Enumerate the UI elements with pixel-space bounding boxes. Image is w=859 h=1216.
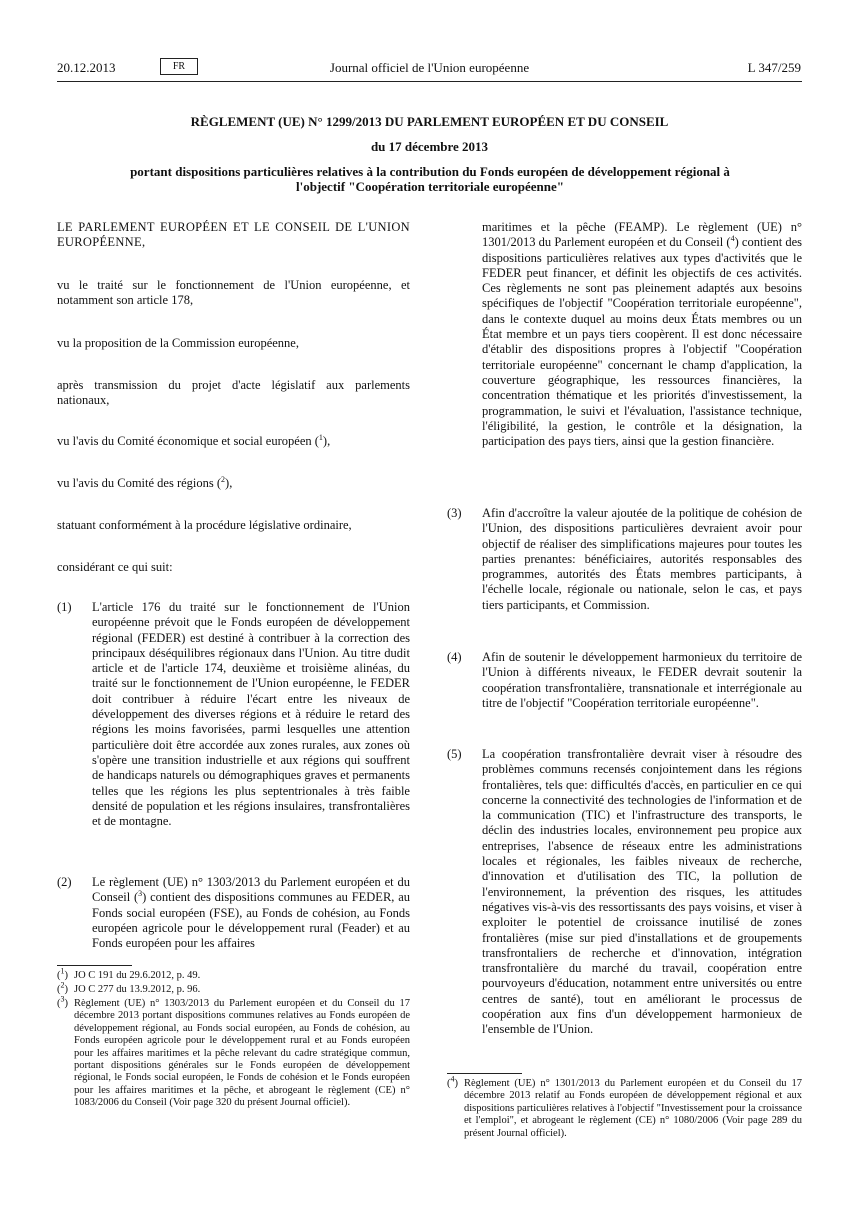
citation-cor: vu l'avis du Comité des régions ($^2$), [57,474,233,490]
recital-text: Le règlement (UE) n° 1303/2013 du Parlement européen et du Conseil ($^3$) contient des dispositions communes au FEDER, au Fonds social européen (FSE), au Fonds de cohésion, au Fonds européen agricole pour le développement rural (Feader) et au Fonds européen pour les affaires [92,875,410,951]
footnote-ref-3[interactable]: 3 [138,889,143,899]
header-rule [57,81,802,82]
recital-number: (1) [57,600,72,614]
recital-number: (4) [447,650,462,664]
citation-eesc: vu l'avis du Comité économique et social européen ($^1$), [57,432,331,448]
recital-number: (2) [57,875,72,889]
right-column [447,220,802,1070]
publication-date: 20.12.2013 [57,60,116,75]
recital-number: (3) [447,506,462,520]
regulation-subject: portant dispositions particulières relatives à la contribution du Fonds européen de développement régional à l'objectif "Coopération territoriale européenne" [130,164,730,194]
citation-transmission: après transmission du projet d'acte législatif aux parlements nationaux, [57,378,410,408]
recital-text: Afin d'accroître la valeur ajoutée de la politique de cohésion de l'Union, des dispositions particulières devraient avoir pour objectif de réaliser des simplifications majeures pour toutes les parties prenantes: bénéficiaires, autorités responsables des programmes, autorités des États membres participants, à l'échelle locale, régionale ou nationale, selon le cas, et pays tiers participants, et Commission. [482,506,802,612]
page-reference: L 347/259 [747,60,801,75]
recital-number: (5) [447,747,462,761]
footnote-rule [447,1073,522,1074]
citation-proposal: vu la proposition de la Commission européenne, [57,336,299,350]
footnote-ref-1[interactable]: 1 [318,432,323,442]
footnote-rule [57,965,132,966]
document-page: 20.12.2013 FR Journal officiel de l'Union européenne L 347/259 RÈGLEMENT (UE) N° 1299/2013 DU PARLEMENT EUROPÉEN ET DU CONSEIL du 17 décembre 2013 portant dispositions particulières relatives à la contribution du Fonds européen de développement régional à l'objectif "Coopération territoriale européenne" LE PARLEMENT EUROPÉEN ET LE CONSEIL DE L'UNION EUROPÉENNE, vu le traité sur le fonctionnement de l'Union européenne, et notamment son article 178, vu la proposition de la Commission européenne, après transmission du projet d'acte législatif aux parlements nationaux, vu l'avis du Comité économique et social européen ($^1$), vu l'avis du Comité des régions ($^2$), statuant conformément à la procédure législative ordinaire, considérant ce qui suit: (1) L'article 176 du traité sur le fonctionnement de l'Union européenne prévoit que le Fonds européen de développement régional (FEDER) est destiné à contribuer à la correction des principaux déséquilibres régionaux dans l'Union. Au titre dudit article et de l'article 174, deuxième et troisième alinéas, du traité sur le fonctionnement de l'Union européenne, le FEDER doit contribuer à réduire l'écart entre les niveaux de développement des diverses régions et à réduire le retard des régions les moins favorisées, parmi lesquelles une attention particulière doit être accordée aux zones rurales, aux zones où s'opère une transition industrielle et aux régions qui souffrent de handicaps naturels ou démographiques graves et permanents telles que les régions les plus septentrionales à très faible densité de population et les régions insulaires, transfrontalières et de montagne. (2) Le règlement (UE) n° 1303/2013 du Parlement européen et du Conseil ($^3$) contient des dispositions communes au FEDER, au Fonds social européen (FSE), au Fonds de cohésion, au Fonds européen agricole pour le développement rural (Feader) et au Fonds européen pour les affaires ($^1$) JO C 191 du 29.6.2012, p. 49. ($^2$) JO C 277 du 13.9.2012, p. 96. ($^3$) Règlement (UE) n° 1303/2013 du Parlement européen et du Conseil du 17 décembre 2013 portant dispositions communes relatives au Fonds européen de développement régional, au Fonds social européen, au Fonds de cohésion, au Fonds européen agricole pour le développement rural et au Fonds européen pour les affaires maritimes et la pêche relevant du cadre stratégique commun, portant dispositions générales sur le Fonds européen de développement régional, le Fonds social européen, le Fonds de cohésion et le Fonds européen pour les affaires maritimes et la pêche, et abrogeant le règlement (CE) n° 1083/2006 du Conseil (Voir page 320 du présent Journal officiel). maritimes et la pêche (FEAMP). Le règlement (UE) n° 1301/2013 du Parlement européen et du Conseil ($^4$) contient des dispositions particulières relatives aux types d'activités que le FEDER peut financer, et définit les objectifs de ces activités. Ces règlements ne sont pas pleinement adaptés aux besoins spécifiques de l'objectif "Coopération territoriale européenne", dans le contexte duquel au moins deux États membres ou un État membre et un pays tiers coopèrent. Il est donc nécessaire d'établir des dispositions propres à l'objectif "Coopération territoriale européenne" concernant le champ d'application, la couverture géographique, les ressources financières, la concentration thématique et les priorités d'investissement, la programmation, le suivi et l'évaluation, l'assistance technique, l'éligibilité, la gestion, le contrôle et la désignation, la participation des pays tiers, ainsi que la gestion financière. (3) Afin d'accroître la valeur ajoutée de la politique de cohésion de l'Union, des dispositions particulières devraient avoir pour objectif de réaliser des simplifications majeures pour toutes les parties prenantes: bénéficiaires, autorités responsables des programmes, autorités des États membres participants, à l'échelle locale, régionale ou nationale, selon le cas, et pays tiers participants, et Commission. (4) Afin de soutenir le développement harmonieux du territoire de l'Union à différents niveaux, le FEDER devrait soutenir la coopération transfrontalière, transnationale et interrégionale au titre de l'objectif "Coopération territoriale européenne". (5) La coopération transfrontalière devrait viser à résoudre des problèmes communs recensés conjointement dans les régions frontalières, tels que: difficultés d'accès, en particulier en ce qui concerne la connectivité des technologies de l'information et de la communication (TIC) et l'infrastructure des transports, le déclin des industries locales, environnement peu propice aux entreprises, l'absence de réseaux entre les administrations locales et régionales, les faibles niveaux de recherche, d'innovation et d'utilisation des TIC, la pollution de l'environnement, la prévention des risques, les attitudes négatives vis-à-vis des ressortissants des pays voisins, et viser à exploiter le potentiel de croissance inutilisé de zones frontalières (mise sur pied d'installations et de groupements transfrontaliers de recherche et d'innovation, intégration transfrontalière du marché du travail, coopération entre pourvoyeurs d'éducation, notamment entre universités ou entre centres de santé), tout en améliorant le processus de coopération aux fins d'un développement harmonieux de l'ensemble de l'Union. ($^4$) Règlement (UE) n° 1301/2013 du Parlement européen et du Conseil du 17 décembre 2013 relatif au Fonds européen de développement régional et aux dispositions particulières relatives à l'objectif "Investissement pour la croissance et l'emploi", et abrogeant le règlement (CE) n° 1080/2006 (Voir page 289 du présent Journal officiel). [0,0,859,1216]
recital-text: L'article 176 du traité sur le fonctionnement de l'Union européenne prévoit que le Fonds européen de développement régional (FEDER) est destiné à contribuer à la correction des principaux déséquilibres régionaux dans l'Union. Au titre dudit article et de l'article 174, deuxième et troisième alinéas, du traité sur le fonctionnement de l'Union européenne, le FEDER doit contribuer à réduire l'écart entre les niveaux de développement des diverses régions et à réduire le retard des régions les moins favorisées, parmi lesquelles une attention particulière doit être accordée aux zones rurales, aux zones où s'opère une transition industrielle et aux régions qui souffrent de handicaps naturels ou démographiques graves et permanents telles que les régions les plus septentrionales à très faible densité de population et les régions insulaires, transfrontalières et de montagne. [92,600,410,829]
left-column [57,220,410,960]
citation-treaty: vu le traité sur le fonctionnement de l'Union européenne, et notamment son article 178, [57,278,410,308]
preamble-parties: LE PARLEMENT EUROPÉEN ET LE CONSEIL DE L'UNION EUROPÉENNE, [57,220,410,250]
journal-name: Journal officiel de l'Union européenne [329,60,530,75]
recital-text: Afin de soutenir le développement harmonieux du territoire de l'Union à différents niveaux, le FEDER devrait soutenir la coopération transfrontalière, transnationale et interrégionale au titre de l'objectif "Coopération territoriale européenne". [482,650,802,710]
language-badge: FR [160,58,198,75]
regulation-title: RÈGLEMENT (UE) N° 1299/2013 DU PARLEMENT EUROPÉEN ET DU CONSEIL [190,114,669,129]
recital-2-continued: maritimes et la pêche (FEAMP). Le règlement (UE) n° 1301/2013 du Parlement européen et du Conseil ($^4$) contient des dispositions particulières relatives aux types d'activités que le FEDER peut financer, et définit les objectifs de ces activités. Ces règlements ne sont pas pleinement adaptés aux besoins spécifiques de l'objectif "Coopération territoriale européenne", dans le contexte duquel au moins deux États membres ou un État membre et un pays tiers coopèrent. Il est donc nécessaire d'établir des dispositions propres à l'objectif "Coopération territoriale européenne" concernant le champ d'application, la couverture géographique, les ressources financières, la concentration thématique et les priorités d'investissement, la programmation, le suivi et l'évaluation, l'assistance technique, l'éligibilité, la gestion, le contrôle et la désignation, la participation des pays tiers, ainsi que la gestion financière. [482,220,802,449]
whereas-intro: considérant ce qui suit: [57,560,173,574]
recital-text: La coopération transfrontalière devrait viser à résoudre des problèmes communs recensés conjointement dans les régions frontalières, tels que: difficultés d'accès, en particulier en ce qui concerne la connectivité des technologies de l'information et de la communication (TIC) et l'infrastructure des transports, le déclin des industries locales, environnement peu propice aux entreprises, l'absence de réseaux entre les administrations locales et régionales, les faibles niveaux de recherche, d'innovation et d'utilisation des TIC, la pollution de l'environnement, la prévention des risques, les attitudes négatives vis-à-vis des ressortissants des pays voisins, et viser à exploiter le potentiel de croissance inutilisé de zones frontalières (mise sur pied d'installations et de groupements transfrontaliers de recherche et d'innovation, intégration transfrontalière du marché du travail, coopération entre pourvoyeurs d'éducation, notamment entre universités ou entre centres de santé), tout en améliorant le processus de coopération aux fins d'un développement harmonieux de l'ensemble de l'Union. [482,747,802,1037]
citation-procedure: statuant conformément à la procédure législative ordinaire, [57,518,352,532]
regulation-date: du 17 décembre 2013 [370,139,489,154]
footnote-ref-2[interactable]: 2 [221,474,226,484]
footnote-ref-4[interactable]: 4 [730,234,735,244]
